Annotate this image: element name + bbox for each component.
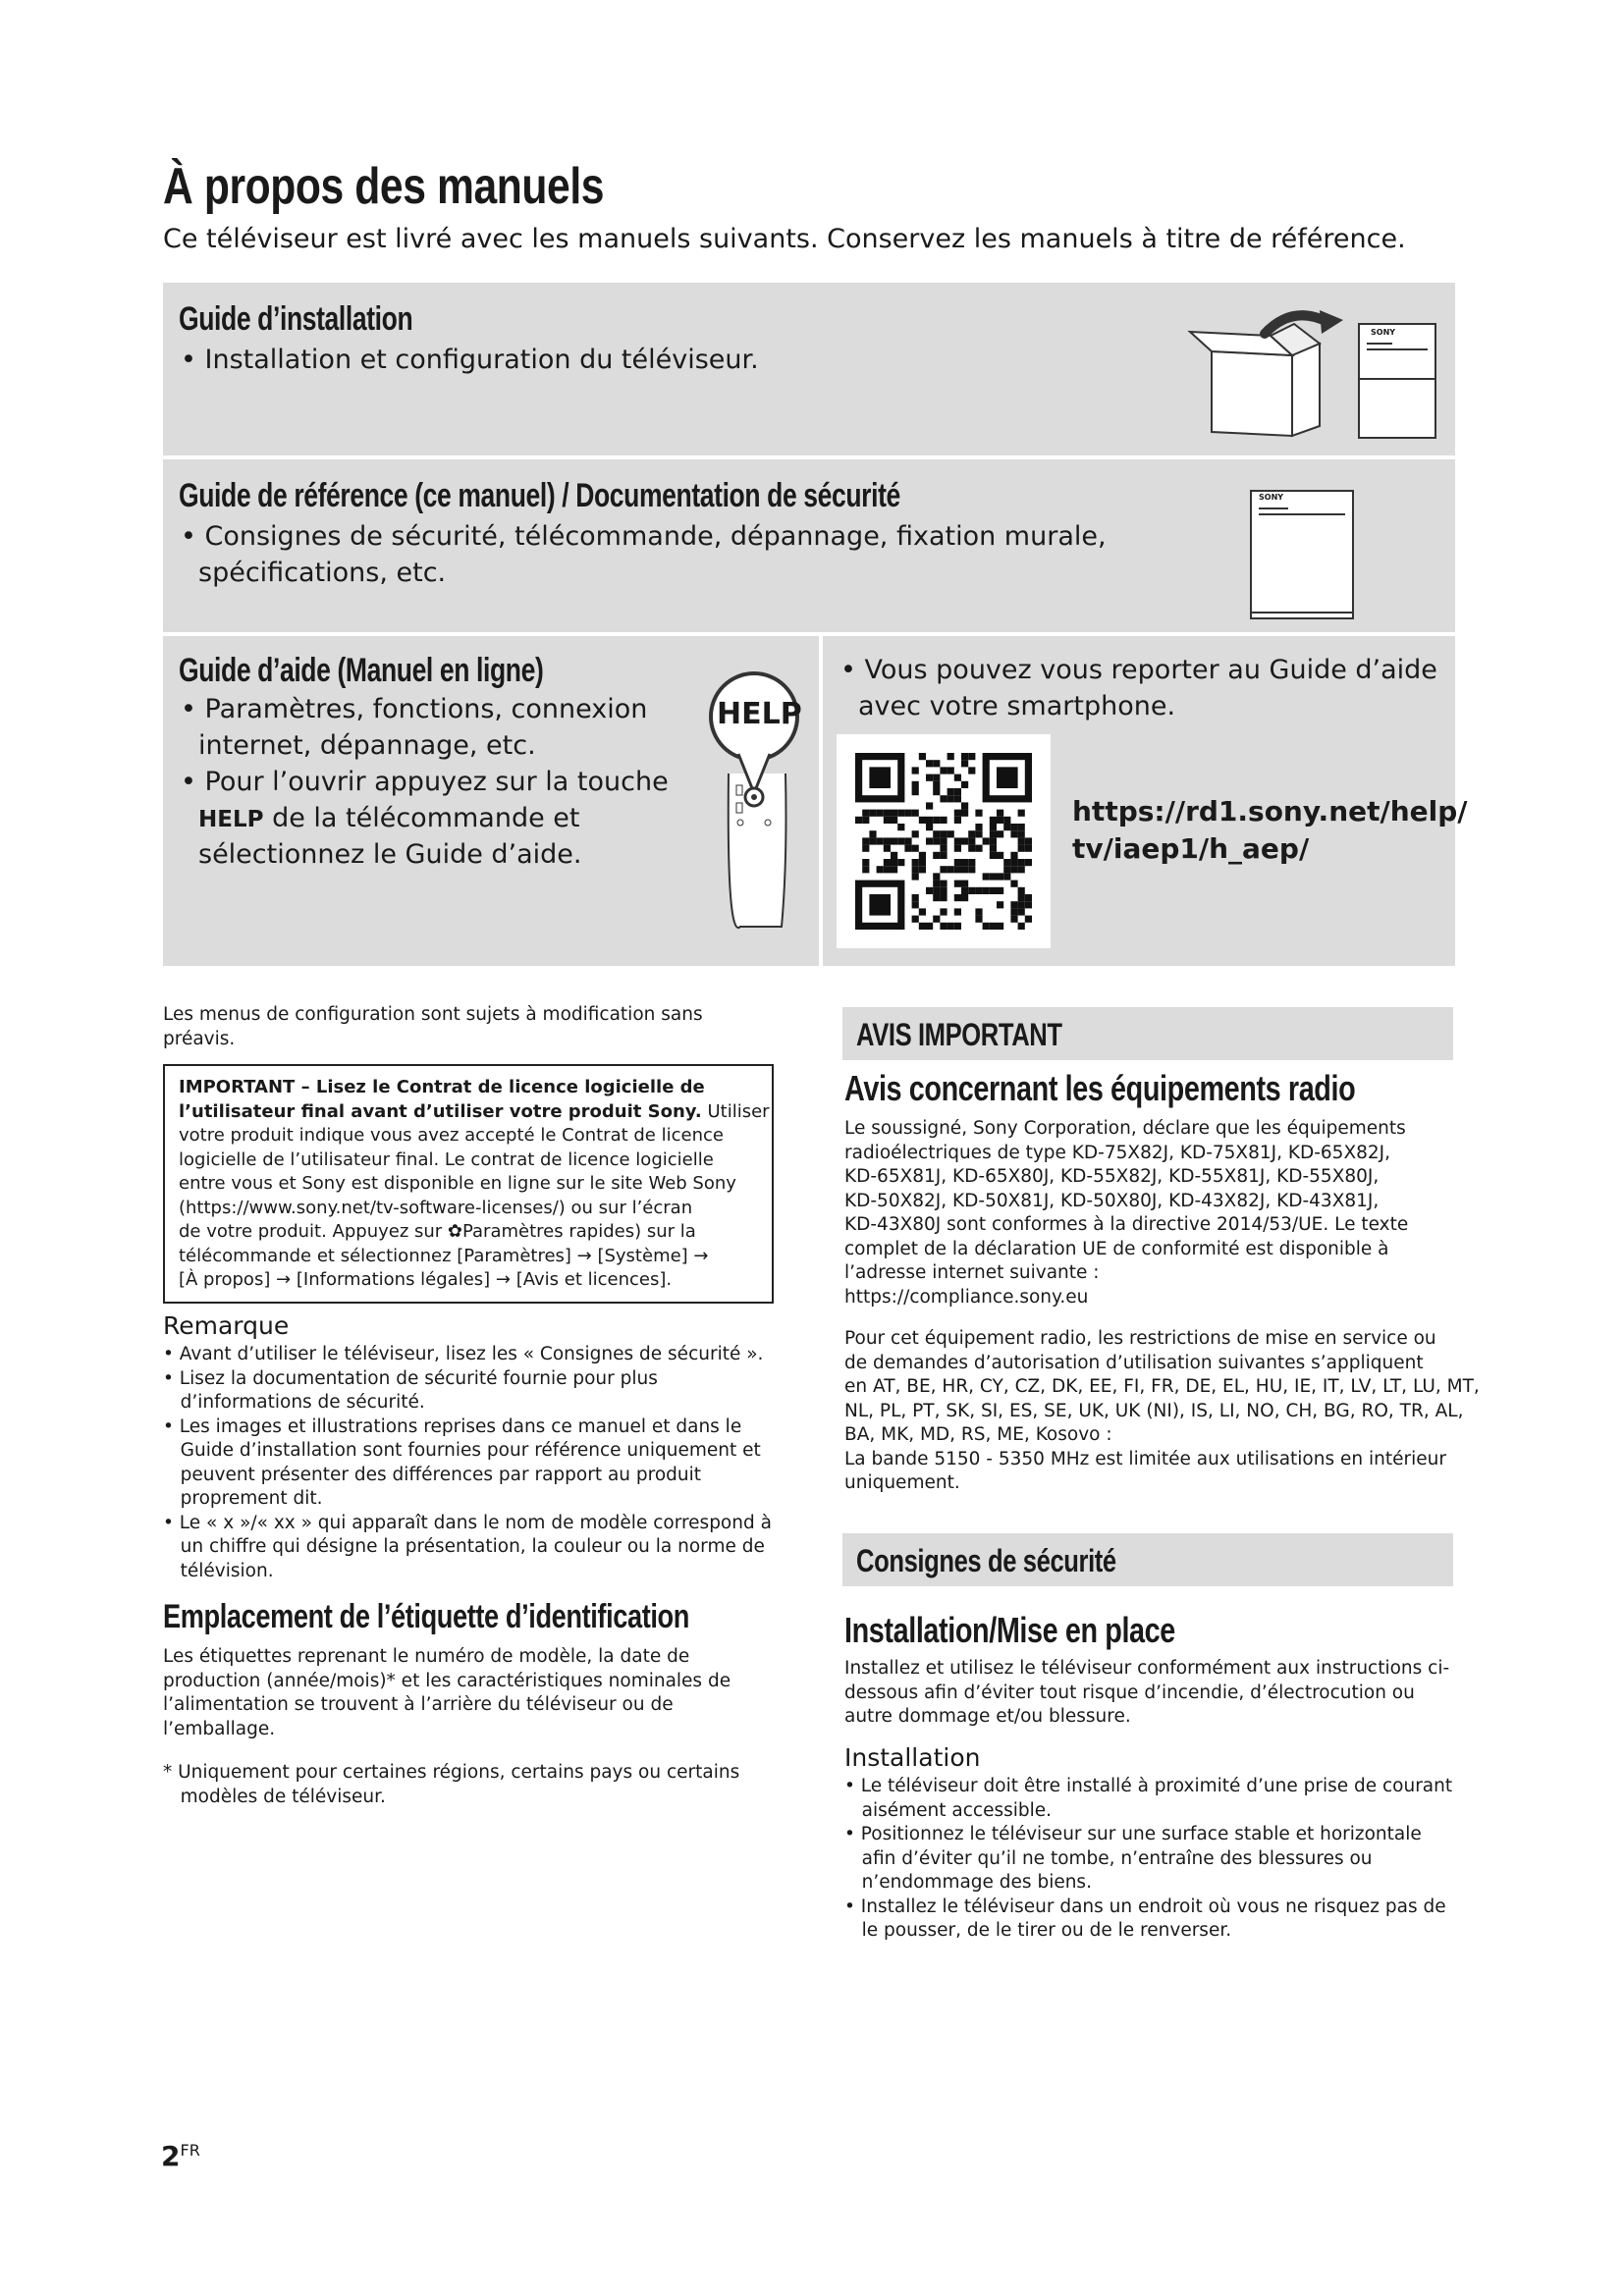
reference-guide-box (163, 459, 1455, 632)
footnote-line: * Uniquement pour certaines régions, certains pays ou certains (163, 1762, 740, 1783)
installation-guide-title: Guide d’installation (179, 300, 413, 338)
installation-subheading: Installation (844, 1743, 981, 1772)
text-line: l’adresse internet suivante : (844, 1262, 1100, 1283)
installation-intro-text (844, 1657, 1449, 1730)
text-line: dessous afin d’éviter tout risque d’incendie, d’électrocution ou (844, 1682, 1415, 1703)
text-line: Le soussigné, Sony Corporation, déclare que les équipements (844, 1118, 1406, 1139)
config-note: Les menus de configuration sont sujets à modification sans préavis. (163, 1004, 703, 1049)
remark-item: • Avant d’utiliser le téléviseur, lisez les « Consignes de sécurité ». (163, 1344, 764, 1364)
text-line: La bande 5150 - 5350 MHz est limitée aux utilisations en intérieur (844, 1448, 1446, 1469)
text-line: Installez et utilisez le téléviseur conformément aux instructions ci- (844, 1658, 1450, 1679)
installation-guide-box (163, 283, 1455, 455)
label-location-text (163, 1645, 731, 1741)
help-button-label: HELP (717, 697, 802, 731)
text-line: autre dommage et/ou blessure. (844, 1706, 1131, 1727)
text-line: en AT, BE, HR, CY, CZ, DK, EE, FI, FR, DE, EL, HU, IE, IT, LV, LT, LU, MT, (844, 1376, 1480, 1397)
help-guide-title: Guide d’aide (Manuel en ligne) (179, 652, 544, 689)
radio-restrictions-text (844, 1327, 1480, 1496)
smartphone-line1: • Vous pouvez vous reporter au Guide d’aide (840, 655, 1437, 685)
reference-guide-title: Guide de référence (ce manuel) / Documentation de sécurité (179, 477, 900, 514)
remark-item: proprement dit. (163, 1488, 323, 1509)
qr-code-icon (855, 753, 1032, 930)
text-line: l’alimentation se trouvent à l’arrière du téléviseur ou de (163, 1694, 674, 1715)
remark-item: télévision. (163, 1560, 274, 1581)
remark-heading: Remarque (163, 1311, 290, 1340)
license-notice-line: votre produit indique vous avez accepté le Contrat de licence (179, 1125, 724, 1146)
installation-list-item: aisément accessible. (844, 1799, 1053, 1821)
text-line: Pour cet équipement radio, les restrictions de mise en service ou (844, 1328, 1436, 1349)
page-number: $2^{FR}$ (161, 2140, 200, 2172)
manual-booklet-icon (1249, 489, 1357, 622)
text-line: Les étiquettes reprenant le numéro de modèle, la date de (163, 1646, 690, 1667)
box-illustration-icon (1184, 310, 1449, 448)
help-guide-line2: internet, dépannage, etc. (198, 730, 536, 761)
remark-item: • Le « x »/« xx » qui apparaît dans le nom de modèle correspond à (163, 1512, 772, 1533)
brand-logo: SONY (1259, 493, 1284, 502)
remark-item: d’informations de sécurité. (163, 1392, 425, 1413)
radio-equipment-heading: Avis concernant les équipements radio (844, 1068, 1356, 1108)
help-url[interactable]: https://rd1.sony.net/help/ tv/iaep1/h_aep/ (1072, 795, 1468, 865)
remark-item: Guide d’installation sont fournies pour référence uniquement et (163, 1440, 761, 1461)
brand-logo: SONY (1371, 328, 1396, 337)
reference-guide-desc-line2: spécifications, etc. (198, 558, 447, 588)
help-guide-line5: sélectionnez le Guide d’aide. (198, 839, 582, 870)
important-notice-bar: AVIS IMPORTANT (842, 1007, 1453, 1060)
qr-code[interactable] (837, 734, 1051, 948)
reference-guide-desc-line1: • Consignes de sécurité, télécommande, dépannage, fixation murale, (181, 521, 1107, 552)
installation-list-item: • Positionnez le téléviseur sur une surface stable et horizontale (844, 1824, 1422, 1844)
remark-item: • Lisez la documentation de sécurité fournie pour plus (163, 1367, 658, 1389)
footnote (163, 1761, 739, 1809)
installation-list-item: le pousser, de le tirer ou de le renverser. (844, 1920, 1232, 1941)
text-line: de demandes d’autorisation d’utilisation suivantes s’appliquent (844, 1352, 1424, 1373)
footnote-line: modèles de téléviseur. (163, 1786, 386, 1807)
text-line: uniquement. (844, 1472, 960, 1493)
text-line: KD-43X80J sont conformes à la directive 2014/53/UE. Le texte (844, 1214, 1409, 1235)
help-guide-line1: • Paramètres, fonctions, connexion (181, 694, 648, 724)
installation-heading: Installation/Mise en place (844, 1610, 1175, 1650)
license-notice-line: entre vous et Sony est disponible en ligne sur le site Web Sony (179, 1173, 736, 1194)
license-notice-box: IMPORTANT – Lisez le Contrat de licence logicielle de l’utilisateur final avant d’utiliser votre produit Sony. Utiliser votre produit indique vous avez accepté le Contrat de licence logicielle de l’utilisateur final. Le contrat de licence logicielle entre vous et Sony est disponible en ligne sur le site Web Sony (https://www.sony.net/tv-software-licenses/) ou sur l’écran de votre produit. Appuyez sur ✿Paramètres rapides) sur la télécommande et sélectionnez [Paramètres] → [Système] → [À propos] → [Informations légales] → [Avis et licences]. (163, 1064, 774, 1304)
remark-item: un chiffre qui désigne la présentation, la couleur ou la norme de (163, 1536, 765, 1557)
installation-guide-desc: • Installation et configuration du téléviseur. (181, 345, 759, 375)
help-smartphone-box (823, 636, 1468, 966)
text-line: NL, PL, PT, SK, SI, ES, SE, UK, UK (NI), IS, LI, NO, CH, BG, RO, TR, AL, (844, 1400, 1464, 1421)
remark-list (163, 1343, 772, 1583)
text-line: https://compliance.sony.eu (844, 1286, 1089, 1308)
page-title: À propos des manuels (163, 158, 605, 215)
installation-list-item: • Le téléviseur doit être installé à proximité d’une prise de courant (844, 1776, 1453, 1796)
text-line: complet de la déclaration UE de conformité est disponible à (844, 1238, 1389, 1259)
installation-list (844, 1775, 1452, 1944)
intro-text: Ce téléviseur est livré avec les manuels suivants. Conservez les manuels à titre de référence. (163, 224, 1406, 254)
license-notice-line: [À propos] → [Informations légales] → [Avis et licences]. (179, 1269, 673, 1290)
help-key-label: HELP (198, 807, 264, 832)
installation-list-item: n’endommage des biens. (844, 1872, 1092, 1893)
smartphone-line2: avec votre smartphone. (858, 691, 1176, 721)
license-notice-line: logicielle de l’utilisateur final. Le contrat de licence logicielle (179, 1148, 714, 1170)
license-notice-line: (https://www.sony.net/tv-software-licenses/) ou sur l’écran (179, 1197, 693, 1218)
text-line: KD-65X81J, KD-65X80J, KD-55X82J, KD-55X81J, KD-55X80J, (844, 1166, 1380, 1187)
installation-list-item: afin d’éviter qu’il ne tombe, n’entraîne des blessures ou (844, 1847, 1373, 1869)
text-line: l’emballage. (163, 1718, 276, 1739)
remark-item: peuvent présenter des différences par rapport au produit (163, 1464, 702, 1485)
text-line: radioélectriques de type KD-75X82J, KD-75X81J, KD-65X82J, (844, 1142, 1390, 1163)
text-line: KD-50X82J, KD-50X81J, KD-50X80J, KD-43X82J, KD-43X81J, (844, 1190, 1380, 1211)
radio-declaration-text (844, 1117, 1408, 1309)
text-line: production (année/mois)* et les caractéristiques nominales de (163, 1670, 731, 1691)
license-notice-line: télécommande et sélectionnez [Paramètres] → [Système] → (179, 1245, 709, 1266)
safety-instructions-bar: Consignes de sécurité (842, 1533, 1453, 1586)
remark-item: • Les images et illustrations reprises dans ce manuel et dans le (163, 1415, 742, 1437)
license-notice-line: de votre produit. Appuyez sur ✿Paramètres rapides) sur la (179, 1221, 696, 1242)
help-guide-line3: • Pour l’ouvrir appuyez sur la touche (181, 767, 669, 797)
text-line: BA, MK, MD, RS, ME, Kosovo : (844, 1424, 1112, 1445)
help-guide-line4: HELP de la télécommande et (198, 803, 580, 833)
label-location-heading: Emplacement de l’étiquette d’identification (163, 1598, 689, 1635)
installation-list-item: • Installez le téléviseur dans un endroit où vous ne risquez pas de (844, 1896, 1446, 1917)
help-guide-box (163, 636, 819, 966)
